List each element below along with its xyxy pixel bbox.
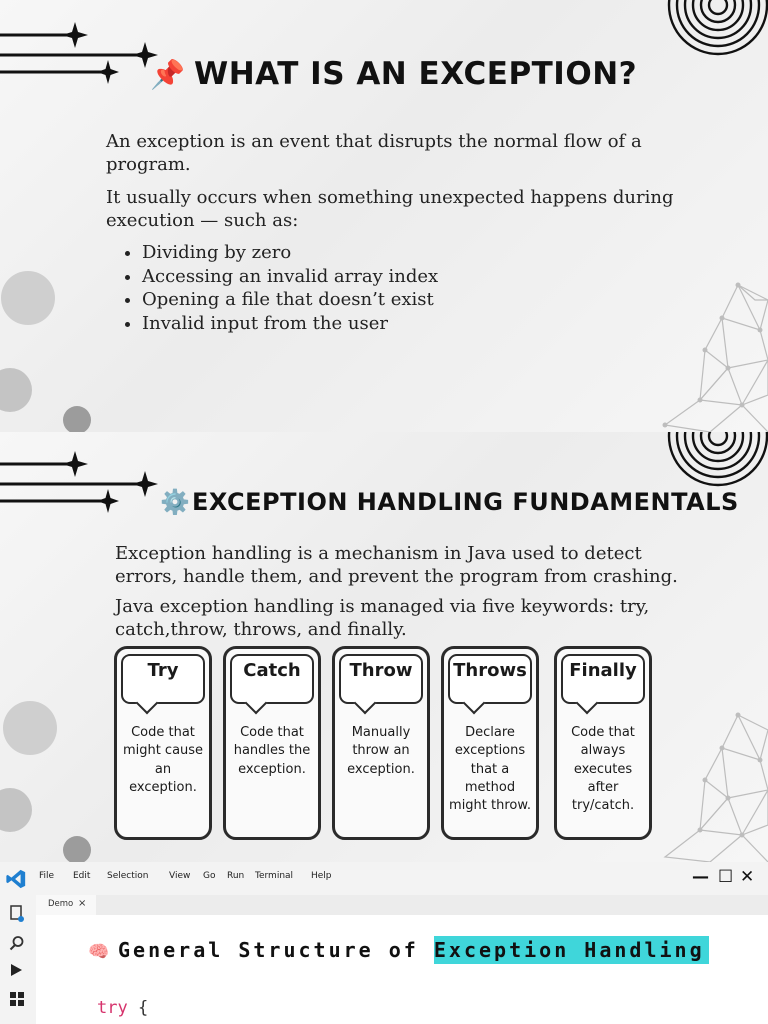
list-item: • Dividing by zero: [142, 241, 438, 265]
heading-plain-text: General Structure of: [118, 938, 434, 962]
slide1-paragraph-2: It usually occurs when something unexpected happens during execution — such as:: [106, 187, 674, 231]
slide2-title: ⚙️EXCEPTION HANDLING FUNDAMENTALS: [160, 488, 739, 516]
tab-label: Demo: [48, 899, 74, 909]
menu-selection[interactable]: Selection: [107, 871, 149, 881]
list-item: • Opening a file that doesn’t exist: [142, 288, 438, 312]
keyword-card-try: [114, 646, 212, 840]
keyword-label: Finally: [569, 660, 637, 681]
brain-icon: 🧠: [88, 942, 110, 962]
keyword-label: Catch: [243, 660, 301, 681]
keyword-card-throw: [332, 646, 430, 840]
activity-bar: [0, 895, 36, 1024]
menu-terminal[interactable]: Terminal: [255, 871, 294, 881]
menu-go[interactable]: Go: [203, 871, 216, 881]
run-icon[interactable]: [9, 963, 23, 981]
sparkle-icon: [97, 489, 119, 513]
keyword-label: Throws: [453, 660, 527, 681]
menu-edit[interactable]: Edit: [73, 871, 91, 881]
search-icon[interactable]: [9, 935, 25, 955]
slide2-paragraph-1: Exception handling is a mechanism in Java used to detect errors, handle them, and prevent the program from crashing.: [115, 543, 678, 587]
editor-heading: [88, 938, 709, 962]
tab-strip: [36, 895, 768, 915]
sparkle-icon: [97, 60, 119, 84]
close-icon[interactable]: ✕: [740, 867, 755, 887]
keyword-label: Try: [147, 660, 179, 681]
explorer-icon[interactable]: [9, 905, 25, 927]
minimize-icon[interactable]: —: [692, 867, 709, 887]
menu-help[interactable]: Help: [311, 871, 332, 881]
keyword-description: Code that handles the exception.: [233, 725, 311, 777]
tab-demo[interactable]: [36, 895, 96, 915]
code-line: [97, 998, 148, 1018]
heading-highlighted-text: Exception Handling: [434, 936, 709, 964]
keyword-card-catch: [223, 646, 321, 840]
sparkle-icon: [62, 451, 88, 477]
keyword-cards: [114, 646, 658, 842]
slide1-paragraph-1: An exception is an event that disrupts the normal flow of a program.: [106, 131, 642, 175]
menu-view[interactable]: View: [169, 871, 191, 881]
slide1-title: 📌 WHAT IS AN EXCEPTION?: [150, 56, 638, 92]
maximize-icon[interactable]: ☐: [718, 867, 734, 887]
code-keyword: try: [97, 998, 128, 1018]
keyword-description: Declare exceptions that a method might throw.: [449, 725, 531, 814]
slide2-paragraph-2: Java exception handling is managed via five keywords: try, catch,throw, throws, and finally.: [115, 596, 650, 640]
menu-run[interactable]: Run: [227, 871, 245, 881]
slide1-bullet-list: [106, 241, 438, 335]
list-item: • Accessing an invalid array index: [142, 265, 438, 289]
tab-close-icon[interactable]: ×: [78, 898, 87, 909]
code-punctuation: {: [127, 998, 149, 1018]
slide-exception-handling-fundamentals: [0, 432, 768, 862]
extensions-icon[interactable]: [9, 991, 25, 1011]
keyword-description: Manually throw an exception.: [347, 725, 415, 777]
keyword-description: Code that might cause an exception.: [122, 725, 204, 795]
list-item: • Invalid input from the user: [142, 312, 438, 336]
sparkle-icon: [62, 22, 88, 48]
gear-icon: ⚙️: [160, 488, 191, 516]
slide-what-is-exception: [0, 0, 768, 432]
sparkle-icon: [132, 471, 158, 497]
vscode-logo-icon: [5, 868, 27, 890]
pushpin-icon: 📌: [150, 58, 186, 91]
keyword-label: Throw: [349, 660, 413, 681]
keyword-card-finally: [554, 646, 652, 840]
menu-bar: [0, 862, 768, 896]
code-editor-window: [0, 862, 768, 1024]
menu-file[interactable]: File: [39, 871, 55, 881]
keyword-card-throws: [441, 646, 539, 840]
keyword-description: Code that always executes after try/catch.: [571, 725, 635, 814]
